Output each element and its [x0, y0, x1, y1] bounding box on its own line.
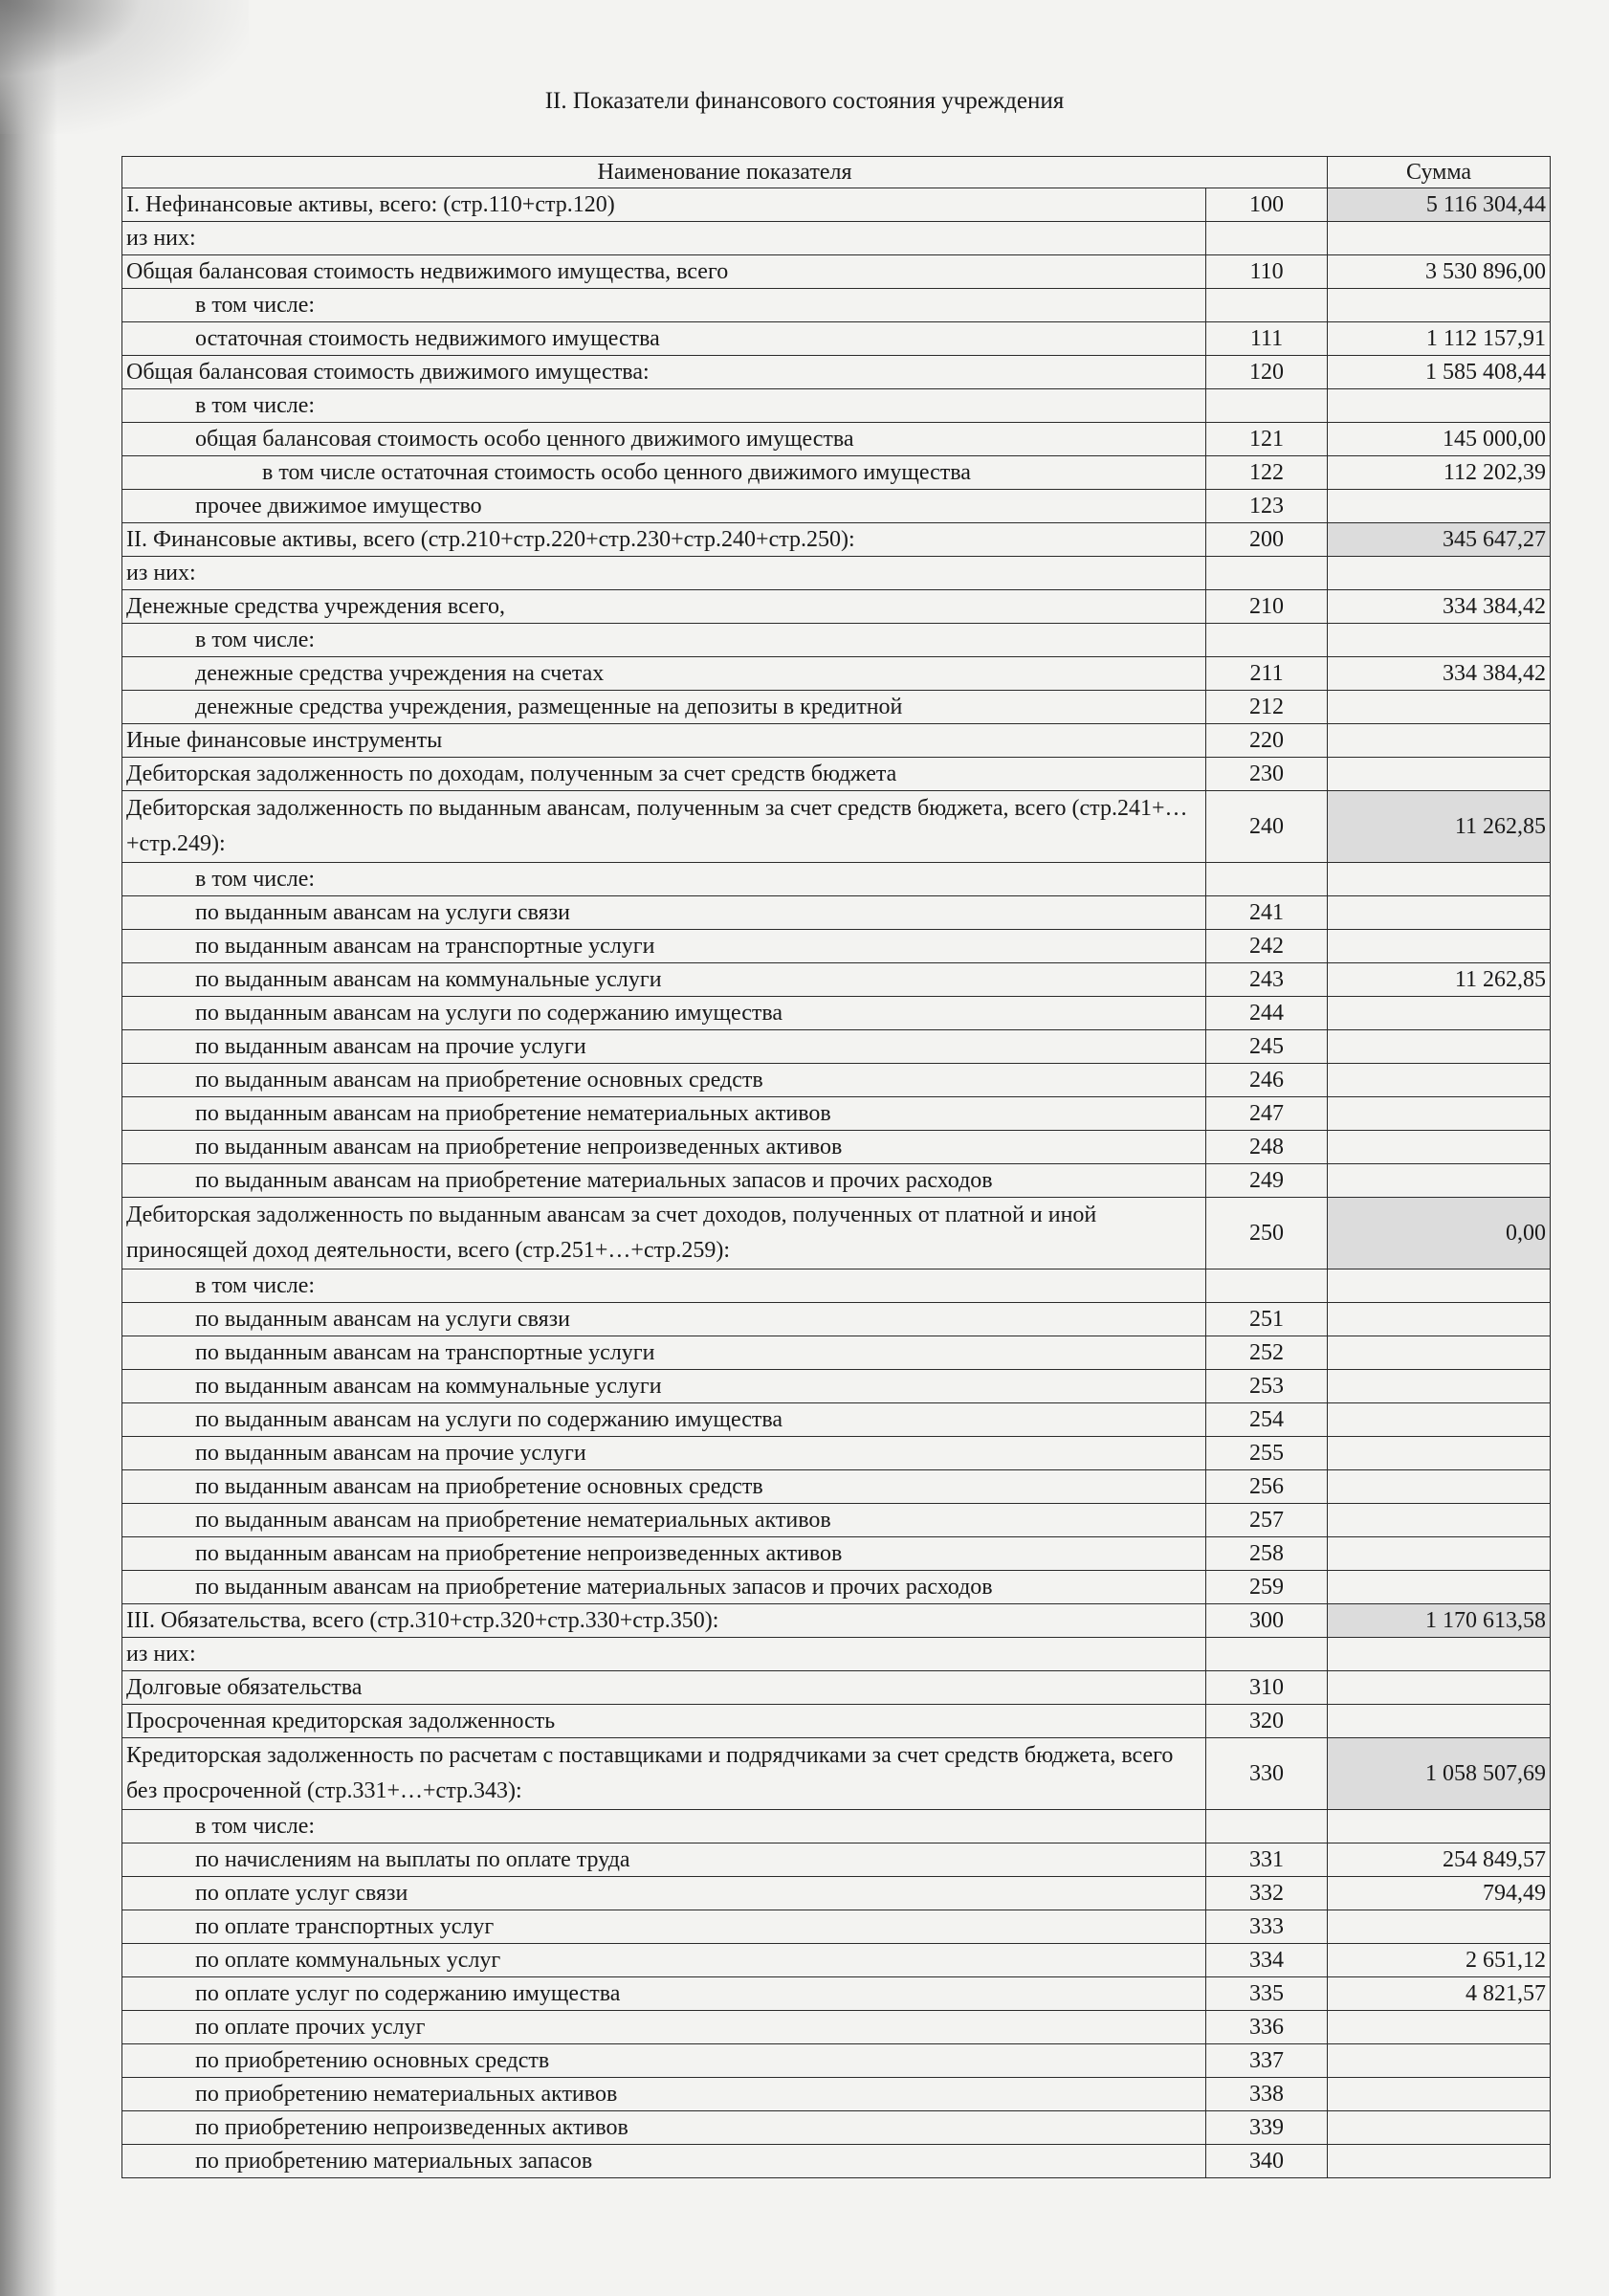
table-row — [122, 1504, 1551, 1537]
table-row — [122, 289, 1551, 322]
line-code-cell: 240 — [1206, 791, 1328, 863]
indicator-name-cell: Просроченная кредиторская задолженность — [122, 1705, 1206, 1738]
table-row — [122, 1638, 1551, 1671]
line-code-cell — [1206, 1269, 1328, 1303]
amount-cell — [1328, 557, 1551, 590]
amount-cell — [1328, 1097, 1551, 1131]
amount-cell — [1328, 1303, 1551, 1336]
line-code-cell — [1206, 1810, 1328, 1843]
amount-cell — [1328, 2044, 1551, 2078]
indicator-name-cell: по выданным авансам на приобретение непроизведенных активов — [122, 1131, 1206, 1164]
indicator-name-cell: прочее движимое имущество — [122, 490, 1206, 523]
document-title: II. Показатели финансового состояния учреждения — [544, 88, 1065, 114]
line-code-cell — [1206, 222, 1328, 255]
line-code-cell: 310 — [1206, 1671, 1328, 1705]
indicator-name-cell: по выданным авансам на транспортные услуги — [122, 1336, 1206, 1370]
table-row — [122, 1030, 1551, 1064]
table-row — [122, 1877, 1551, 1910]
amount-cell — [1328, 1269, 1551, 1303]
amount-cell — [1328, 1470, 1551, 1504]
indicator-name-cell: Дебиторская задолженность по выданным авансам, полученным за счет средств бюджета, всего (стр.241+…+стр.249): — [122, 791, 1206, 863]
line-code-cell: 246 — [1206, 1064, 1328, 1097]
amount-cell — [1328, 2078, 1551, 2111]
line-code-cell: 250 — [1206, 1198, 1328, 1269]
table-row — [122, 930, 1551, 963]
amount-cell: 1 058 507,69 — [1328, 1738, 1551, 1810]
line-code-cell: 340 — [1206, 2145, 1328, 2178]
indicator-name-cell: по оплате транспортных услуг — [122, 1910, 1206, 1944]
amount-cell: 11 262,85 — [1328, 791, 1551, 863]
line-code-cell: 259 — [1206, 1571, 1328, 1604]
amount-cell: 1 112 157,91 — [1328, 322, 1551, 356]
line-code-cell: 120 — [1206, 356, 1328, 389]
amount-cell — [1328, 1030, 1551, 1064]
table-row — [122, 1910, 1551, 1944]
table-row — [122, 997, 1551, 1030]
line-code-cell: 212 — [1206, 691, 1328, 724]
amount-cell: 0,00 — [1328, 1198, 1551, 1269]
amount-cell — [1328, 2111, 1551, 2145]
table-row — [122, 2011, 1551, 2044]
indicator-name-cell: Долговые обязательства — [122, 1671, 1206, 1705]
table-row — [122, 590, 1551, 624]
indicator-name-cell: в том числе: — [122, 863, 1206, 896]
indicator-name-cell: по оплате прочих услуг — [122, 2011, 1206, 2044]
table-row — [122, 255, 1551, 289]
line-code-cell: 110 — [1206, 255, 1328, 289]
financial-indicators-table — [121, 156, 1551, 2178]
line-code-cell: 220 — [1206, 724, 1328, 758]
line-code-cell: 200 — [1206, 523, 1328, 557]
table-row — [122, 1403, 1551, 1437]
indicator-name-cell: по выданным авансам на приобретение основных средств — [122, 1064, 1206, 1097]
amount-cell — [1328, 389, 1551, 423]
indicator-name-cell: по оплате услуг связи — [122, 1877, 1206, 1910]
amount-cell: 345 647,27 — [1328, 523, 1551, 557]
amount-cell — [1328, 1403, 1551, 1437]
amount-cell — [1328, 1638, 1551, 1671]
line-code-cell: 336 — [1206, 2011, 1328, 2044]
indicator-name-cell: по оплате коммунальных услуг — [122, 1944, 1206, 1977]
table-row — [122, 2044, 1551, 2078]
table-row — [122, 1843, 1551, 1877]
line-code-cell: 256 — [1206, 1470, 1328, 1504]
table-row — [122, 2078, 1551, 2111]
amount-cell — [1328, 863, 1551, 896]
indicator-name-cell: Дебиторская задолженность по доходам, полученным за счет средств бюджета — [122, 758, 1206, 791]
table-row — [122, 356, 1551, 389]
table-row — [122, 1810, 1551, 1843]
indicator-name-cell: остаточная стоимость недвижимого имущества — [122, 322, 1206, 356]
table-row — [122, 1944, 1551, 1977]
line-code-cell: 230 — [1206, 758, 1328, 791]
table-row — [122, 863, 1551, 896]
line-code-cell: 257 — [1206, 1504, 1328, 1537]
table-row — [122, 188, 1551, 222]
table-row — [122, 1131, 1551, 1164]
table-row — [122, 1705, 1551, 1738]
line-code-cell: 245 — [1206, 1030, 1328, 1064]
amount-cell — [1328, 1910, 1551, 1944]
line-code-cell: 241 — [1206, 896, 1328, 930]
table-row — [122, 557, 1551, 590]
indicator-name-cell: Денежные средства учреждения всего, — [122, 590, 1206, 624]
header-sum-cell: Сумма — [1328, 157, 1551, 188]
line-code-cell — [1206, 389, 1328, 423]
table-row — [122, 657, 1551, 691]
indicator-name-cell: по начислениям на выплаты по оплате труда — [122, 1843, 1206, 1877]
amount-cell — [1328, 222, 1551, 255]
table-row — [122, 322, 1551, 356]
amount-cell — [1328, 2145, 1551, 2178]
table-row — [122, 1198, 1551, 1269]
line-code-cell: 242 — [1206, 930, 1328, 963]
amount-cell — [1328, 1336, 1551, 1370]
line-code-cell: 243 — [1206, 963, 1328, 997]
amount-cell — [1328, 1370, 1551, 1403]
line-code-cell: 254 — [1206, 1403, 1328, 1437]
indicator-name-cell: общая балансовая стоимость особо ценного движимого имущества — [122, 423, 1206, 456]
indicator-name-cell: в том числе: — [122, 389, 1206, 423]
table-row — [122, 490, 1551, 523]
line-code-cell: 335 — [1206, 1977, 1328, 2011]
amount-cell — [1328, 930, 1551, 963]
amount-cell: 254 849,57 — [1328, 1843, 1551, 1877]
indicator-name-cell: по выданным авансам на услуги по содержанию имущества — [122, 1403, 1206, 1437]
table-row — [122, 1064, 1551, 1097]
line-code-cell: 338 — [1206, 2078, 1328, 2111]
indicator-name-cell: II. Финансовые активы, всего (стр.210+стр.220+стр.230+стр.240+стр.250): — [122, 523, 1206, 557]
table-row — [122, 2111, 1551, 2145]
table-row — [122, 691, 1551, 724]
indicator-name-cell: по приобретению нематериальных активов — [122, 2078, 1206, 2111]
line-code-cell: 252 — [1206, 1336, 1328, 1370]
line-code-cell: 100 — [1206, 188, 1328, 222]
line-code-cell: 331 — [1206, 1843, 1328, 1877]
indicator-name-cell: по выданным авансам на приобретение материальных запасов и прочих расходов — [122, 1164, 1206, 1198]
indicator-name-cell: денежные средства учреждения на счетах — [122, 657, 1206, 691]
line-code-cell: 251 — [1206, 1303, 1328, 1336]
line-code-cell: 300 — [1206, 1604, 1328, 1638]
indicator-name-cell: по выданным авансам на приобретение нематериальных активов — [122, 1097, 1206, 1131]
indicator-name-cell: Кредиторская задолженность по расчетам с поставщиками и подрядчиками за счет средств бюджета, всего без просроченной (стр.331+…+стр.343): — [122, 1738, 1206, 1810]
amount-cell: 145 000,00 — [1328, 423, 1551, 456]
line-code-cell: 111 — [1206, 322, 1328, 356]
table-row — [122, 423, 1551, 456]
amount-cell: 3 530 896,00 — [1328, 255, 1551, 289]
line-code-cell: 333 — [1206, 1910, 1328, 1944]
table-row — [122, 2145, 1551, 2178]
table-header-row — [122, 157, 1551, 188]
line-code-cell: 248 — [1206, 1131, 1328, 1164]
indicator-name-cell: III. Обязательства, всего (стр.310+стр.320+стр.330+стр.350): — [122, 1604, 1206, 1638]
indicator-name-cell: в том числе: — [122, 1269, 1206, 1303]
table-row — [122, 389, 1551, 423]
table-row — [122, 1977, 1551, 2011]
table-row — [122, 724, 1551, 758]
amount-cell: 794,49 — [1328, 1877, 1551, 1910]
table-row — [122, 1370, 1551, 1403]
amount-cell — [1328, 724, 1551, 758]
amount-cell — [1328, 490, 1551, 523]
table-row — [122, 523, 1551, 557]
line-code-cell: 121 — [1206, 423, 1328, 456]
line-code-cell: 211 — [1206, 657, 1328, 691]
indicator-name-cell: по выданным авансам на приобретение непроизведенных активов — [122, 1537, 1206, 1571]
indicator-name-cell: по выданным авансам на прочие услуги — [122, 1030, 1206, 1064]
amount-cell — [1328, 691, 1551, 724]
indicator-name-cell: по выданным авансам на коммунальные услуги — [122, 1370, 1206, 1403]
indicator-name-cell: в том числе: — [122, 1810, 1206, 1843]
amount-cell — [1328, 997, 1551, 1030]
line-code-cell: 332 — [1206, 1877, 1328, 1910]
indicator-name-cell: по выданным авансам на услуги по содержанию имущества — [122, 997, 1206, 1030]
amount-cell — [1328, 896, 1551, 930]
line-code-cell — [1206, 863, 1328, 896]
line-code-cell: 253 — [1206, 1370, 1328, 1403]
indicator-name-cell: по выданным авансам на услуги связи — [122, 896, 1206, 930]
amount-cell — [1328, 1705, 1551, 1738]
indicator-name-cell: из них: — [122, 1638, 1206, 1671]
table-row — [122, 1738, 1551, 1810]
table-row — [122, 791, 1551, 863]
amount-cell: 334 384,42 — [1328, 657, 1551, 691]
amount-cell: 1 170 613,58 — [1328, 1604, 1551, 1638]
indicator-name-cell: по выданным авансам на прочие услуги — [122, 1437, 1206, 1470]
amount-cell — [1328, 1671, 1551, 1705]
line-code-cell: 123 — [1206, 490, 1328, 523]
amount-cell: 4 821,57 — [1328, 1977, 1551, 2011]
line-code-cell: 337 — [1206, 2044, 1328, 2078]
amount-cell — [1328, 289, 1551, 322]
line-code-cell: 334 — [1206, 1944, 1328, 1977]
header-name-cell: Наименование показателя — [122, 157, 1328, 188]
table-row — [122, 1164, 1551, 1198]
indicator-name-cell: в том числе: — [122, 624, 1206, 657]
table-row — [122, 758, 1551, 791]
indicator-name-cell: по выданным авансам на транспортные услуги — [122, 930, 1206, 963]
table-row — [122, 1336, 1551, 1370]
table-row — [122, 624, 1551, 657]
line-code-cell: 122 — [1206, 456, 1328, 490]
table-row — [122, 1437, 1551, 1470]
indicator-name-cell: в том числе: — [122, 289, 1206, 322]
line-code-cell — [1206, 1638, 1328, 1671]
amount-cell — [1328, 1131, 1551, 1164]
indicator-name-cell: по выданным авансам на приобретение материальных запасов и прочих расходов — [122, 1571, 1206, 1604]
indicator-name-cell: по выданным авансам на услуги связи — [122, 1303, 1206, 1336]
amount-cell — [1328, 1064, 1551, 1097]
indicator-name-cell: по приобретению непроизведенных активов — [122, 2111, 1206, 2145]
amount-cell: 1 585 408,44 — [1328, 356, 1551, 389]
amount-cell — [1328, 758, 1551, 791]
line-code-cell: 258 — [1206, 1537, 1328, 1571]
indicator-name-cell: I. Нефинансовые активы, всего: (стр.110+стр.120) — [122, 188, 1206, 222]
table-row — [122, 963, 1551, 997]
amount-cell — [1328, 1504, 1551, 1537]
amount-cell — [1328, 1810, 1551, 1843]
indicator-name-cell: по выданным авансам на приобретение основных средств — [122, 1470, 1206, 1504]
table-row — [122, 456, 1551, 490]
line-code-cell: 339 — [1206, 2111, 1328, 2145]
amount-cell: 5 116 304,44 — [1328, 188, 1551, 222]
table-row — [122, 222, 1551, 255]
indicator-name-cell: Дебиторская задолженность по выданным авансам за счет доходов, полученных от платной и иной приносящей доход деятельности, всего (стр.251+…+стр.259): — [122, 1198, 1206, 1269]
amount-cell — [1328, 1164, 1551, 1198]
line-code-cell: 320 — [1206, 1705, 1328, 1738]
line-code-cell: 210 — [1206, 590, 1328, 624]
indicator-name-cell: по выданным авансам на коммунальные услуги — [122, 963, 1206, 997]
table-row — [122, 1097, 1551, 1131]
table-row — [122, 1537, 1551, 1571]
amount-cell: 11 262,85 — [1328, 963, 1551, 997]
indicator-name-cell: из них: — [122, 222, 1206, 255]
line-code-cell: 244 — [1206, 997, 1328, 1030]
line-code-cell — [1206, 557, 1328, 590]
amount-cell — [1328, 2011, 1551, 2044]
amount-cell — [1328, 1537, 1551, 1571]
amount-cell: 2 651,12 — [1328, 1944, 1551, 1977]
scan-edge-shadow — [0, 0, 57, 2296]
line-code-cell — [1206, 289, 1328, 322]
line-code-cell: 255 — [1206, 1437, 1328, 1470]
indicator-name-cell: Иные финансовые инструменты — [122, 724, 1206, 758]
amount-cell — [1328, 1571, 1551, 1604]
line-code-cell: 249 — [1206, 1164, 1328, 1198]
indicator-name-cell: в том числе остаточная стоимость особо ценного движимого имущества — [122, 456, 1206, 490]
indicator-name-cell: по приобретению материальных запасов — [122, 2145, 1206, 2178]
table-row — [122, 1604, 1551, 1638]
table-row — [122, 1303, 1551, 1336]
table-row — [122, 1671, 1551, 1705]
indicator-name-cell: по приобретению основных средств — [122, 2044, 1206, 2078]
indicator-name-cell: по оплате услуг по содержанию имущества — [122, 1977, 1206, 2011]
indicator-name-cell: Общая балансовая стоимость недвижимого имущества, всего — [122, 255, 1206, 289]
amount-cell — [1328, 1437, 1551, 1470]
indicator-name-cell: Общая балансовая стоимость движимого имущества: — [122, 356, 1206, 389]
table-row — [122, 896, 1551, 930]
line-code-cell — [1206, 624, 1328, 657]
line-code-cell: 247 — [1206, 1097, 1328, 1131]
indicator-name-cell: из них: — [122, 557, 1206, 590]
table-row — [122, 1571, 1551, 1604]
indicator-name-cell: по выданным авансам на приобретение нематериальных активов — [122, 1504, 1206, 1537]
table-row — [122, 1269, 1551, 1303]
indicator-name-cell: денежные средства учреждения, размещенные на депозиты в кредитной — [122, 691, 1206, 724]
amount-cell: 112 202,39 — [1328, 456, 1551, 490]
table-row — [122, 1470, 1551, 1504]
amount-cell — [1328, 624, 1551, 657]
line-code-cell: 330 — [1206, 1738, 1328, 1810]
amount-cell: 334 384,42 — [1328, 590, 1551, 624]
